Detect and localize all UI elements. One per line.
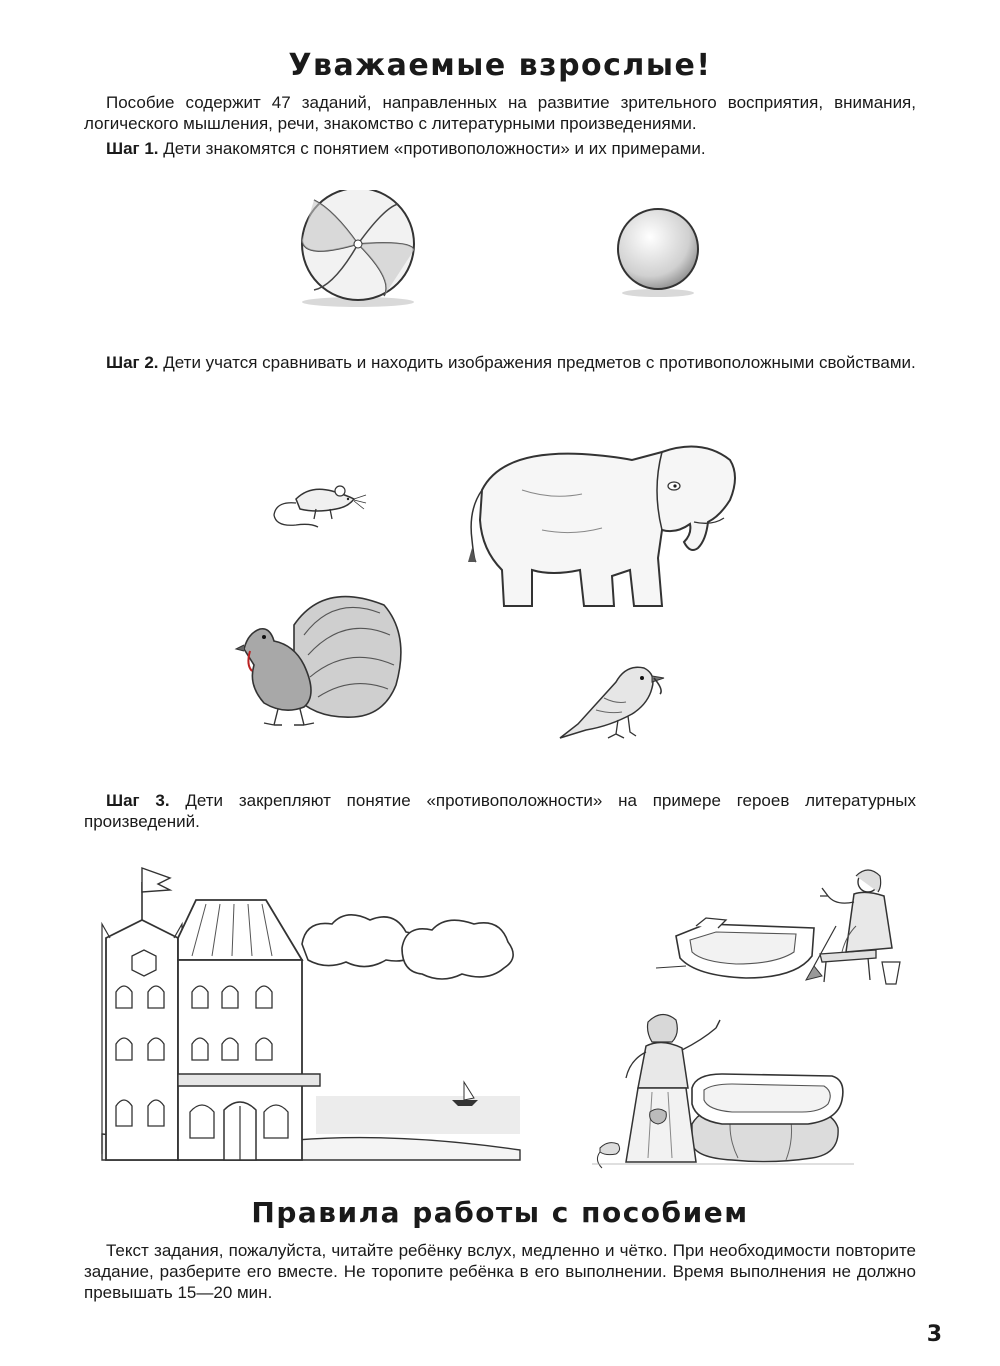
old-woman-new-trough-icon: [592, 1008, 854, 1172]
step-3-label: Шаг 3.: [106, 791, 170, 810]
sparrow-icon: [556, 654, 668, 744]
step-1-text: Дети знакомятся с понятием «противоположности» и их примерами.: [163, 139, 706, 158]
step-2-text: Дети учатся сравнивать и находить изображения предметов с противоположными свойствами.: [163, 353, 916, 372]
small-ball-icon: [610, 203, 706, 299]
elephant-icon: [462, 430, 746, 614]
page-title: Уважаемые взрослые!: [288, 48, 712, 83]
intro-paragraph: Пособие содержит 47 заданий, направленных на развитие зрительного восприятия, внимания, логического мышления, речи, знакомство с литературными произведениями.: [84, 93, 916, 133]
step-2-label: Шаг 2.: [106, 353, 159, 372]
step-2-paragraph: [84, 352, 916, 373]
step-1-paragraph: [84, 138, 916, 159]
step-1-label: Шаг 1.: [106, 139, 159, 158]
rules-paragraph: Текст задания, пожалуйста, читайте ребёнку вслух, медленно и чётко. При необходимости повторите задание, разберите его вместе. Не торопите ребёнка в его выполнении. Время выполнения не должно превышать 15—20 мин.: [84, 1241, 916, 1302]
big-ball-icon: [274, 190, 444, 310]
palace-icon: [96, 864, 528, 1162]
mouse-icon: [266, 475, 370, 531]
rules-title: Правила работы с пособием: [251, 1196, 749, 1229]
page-number: 3: [926, 1322, 942, 1347]
old-woman-trough-icon: [656, 866, 908, 992]
turkey-icon: [234, 585, 406, 727]
step-3-text: Дети закрепляют понятие «противоположности» на примере героев литературных произведений.: [84, 791, 916, 831]
step-3-paragraph: [84, 790, 916, 832]
